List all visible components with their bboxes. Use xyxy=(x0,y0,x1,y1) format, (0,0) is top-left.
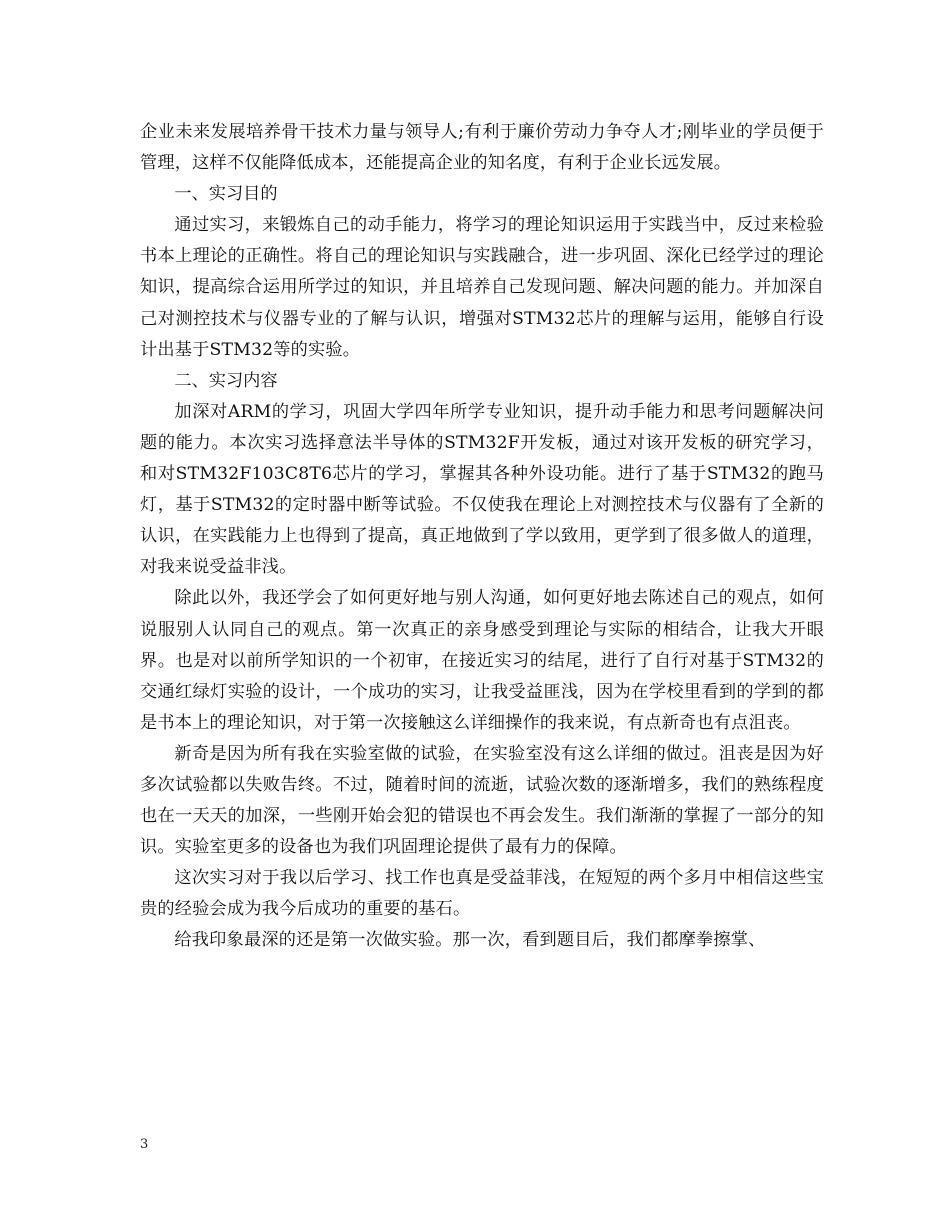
paragraph-continuation: 企业未来发展培养骨干技术力量与领导人;有利于廉价劳动力争夺人才;刚毕业的学员便于管理，这样不仅能降低成本，还能提高企业的知名度，有利于企业长远发展。 xyxy=(140,122,824,174)
paragraph-communication: 除此以外，我还学会了如何更好地与别人沟通，如何更好地去陈述自己的观点，如何说服别人认同自己的观点。第一次真正的亲身感受到理论与实际的相结合，让我大开眼界。也是对以前所学知识的一个初审，在接近实习的结尾，进行了自行对基于STM32的交通红绿灯实验的设计，一个成功的实习，让我受益匪浅，因为在学校里看到的学到的都是书本上的理论知识，对于第一次接触这么详细操作的我来说，有点新奇也有点沮丧。 xyxy=(140,588,824,733)
paragraph-novelty: 新奇是因为所有我在实验室做的试验，在实验室没有这么详细的做过。沮丧是因为好多次试验都以失败告终。不过，随着时间的流逝，试验次数的逐渐增多，我们的熟练程度也在一天天的加深，一些刚开始会犯的错误也不再会发生。我们渐渐的掌握了一部分的知识。实验室更多的设备也为我们巩固理论提供了最有力的保障。 xyxy=(140,743,824,858)
paragraph-content-arm: 加深对ARM的学习，巩固大学四年所学专业知识，提升动手能力和思考问题解决问题的能力。本次实习选择意法半导体的STM32F开发板，通过对该开发板的研究学习，和对STM32F103C8T6芯片的学习，掌握其各种外设功能。进行了基于STM32的跑马灯，基于STM32的定时器中断等试验。不仅使我在理论上对测控技术与仪器有了全新的认识，在实践能力上也得到了提高，真正地做到了学以致用，更学到了很多做人的道理，对我来说受益非浅。 xyxy=(140,401,824,578)
section-heading-purpose: 一、实习目的 xyxy=(174,184,278,205)
section-heading-content: 二、实习内容 xyxy=(174,370,278,391)
document-body xyxy=(140,117,824,957)
paragraph-first-experiment: 给我印象最深的还是第一次做实验。那一次，看到题目后，我们都摩拳擦掌、 xyxy=(174,930,766,951)
paragraph-purpose: 通过实习，来锻炼自己的动手能力，将学习的理论知识运用于实践当中，反过来检验书本上理论的正确性。将自己的理论知识与实践融合，进一步巩固、深化已经学过的理论知识，提高综合运用所学过的知识，并且培养自己发现问题、解决问题的能力。并加深自己对测控技术与仪器专业的了解与认识，增强对STM32芯片的理解与运用，能够自行设计出基于STM32等的实验。 xyxy=(140,215,824,360)
page-number: 3 xyxy=(140,1137,149,1152)
paragraph-benefit: 这次实习对于我以后学习、找工作也真是受益菲浅，在短短的两个多月中相信这些宝贵的经验会成为我今后成功的重要的基石。 xyxy=(140,868,824,920)
